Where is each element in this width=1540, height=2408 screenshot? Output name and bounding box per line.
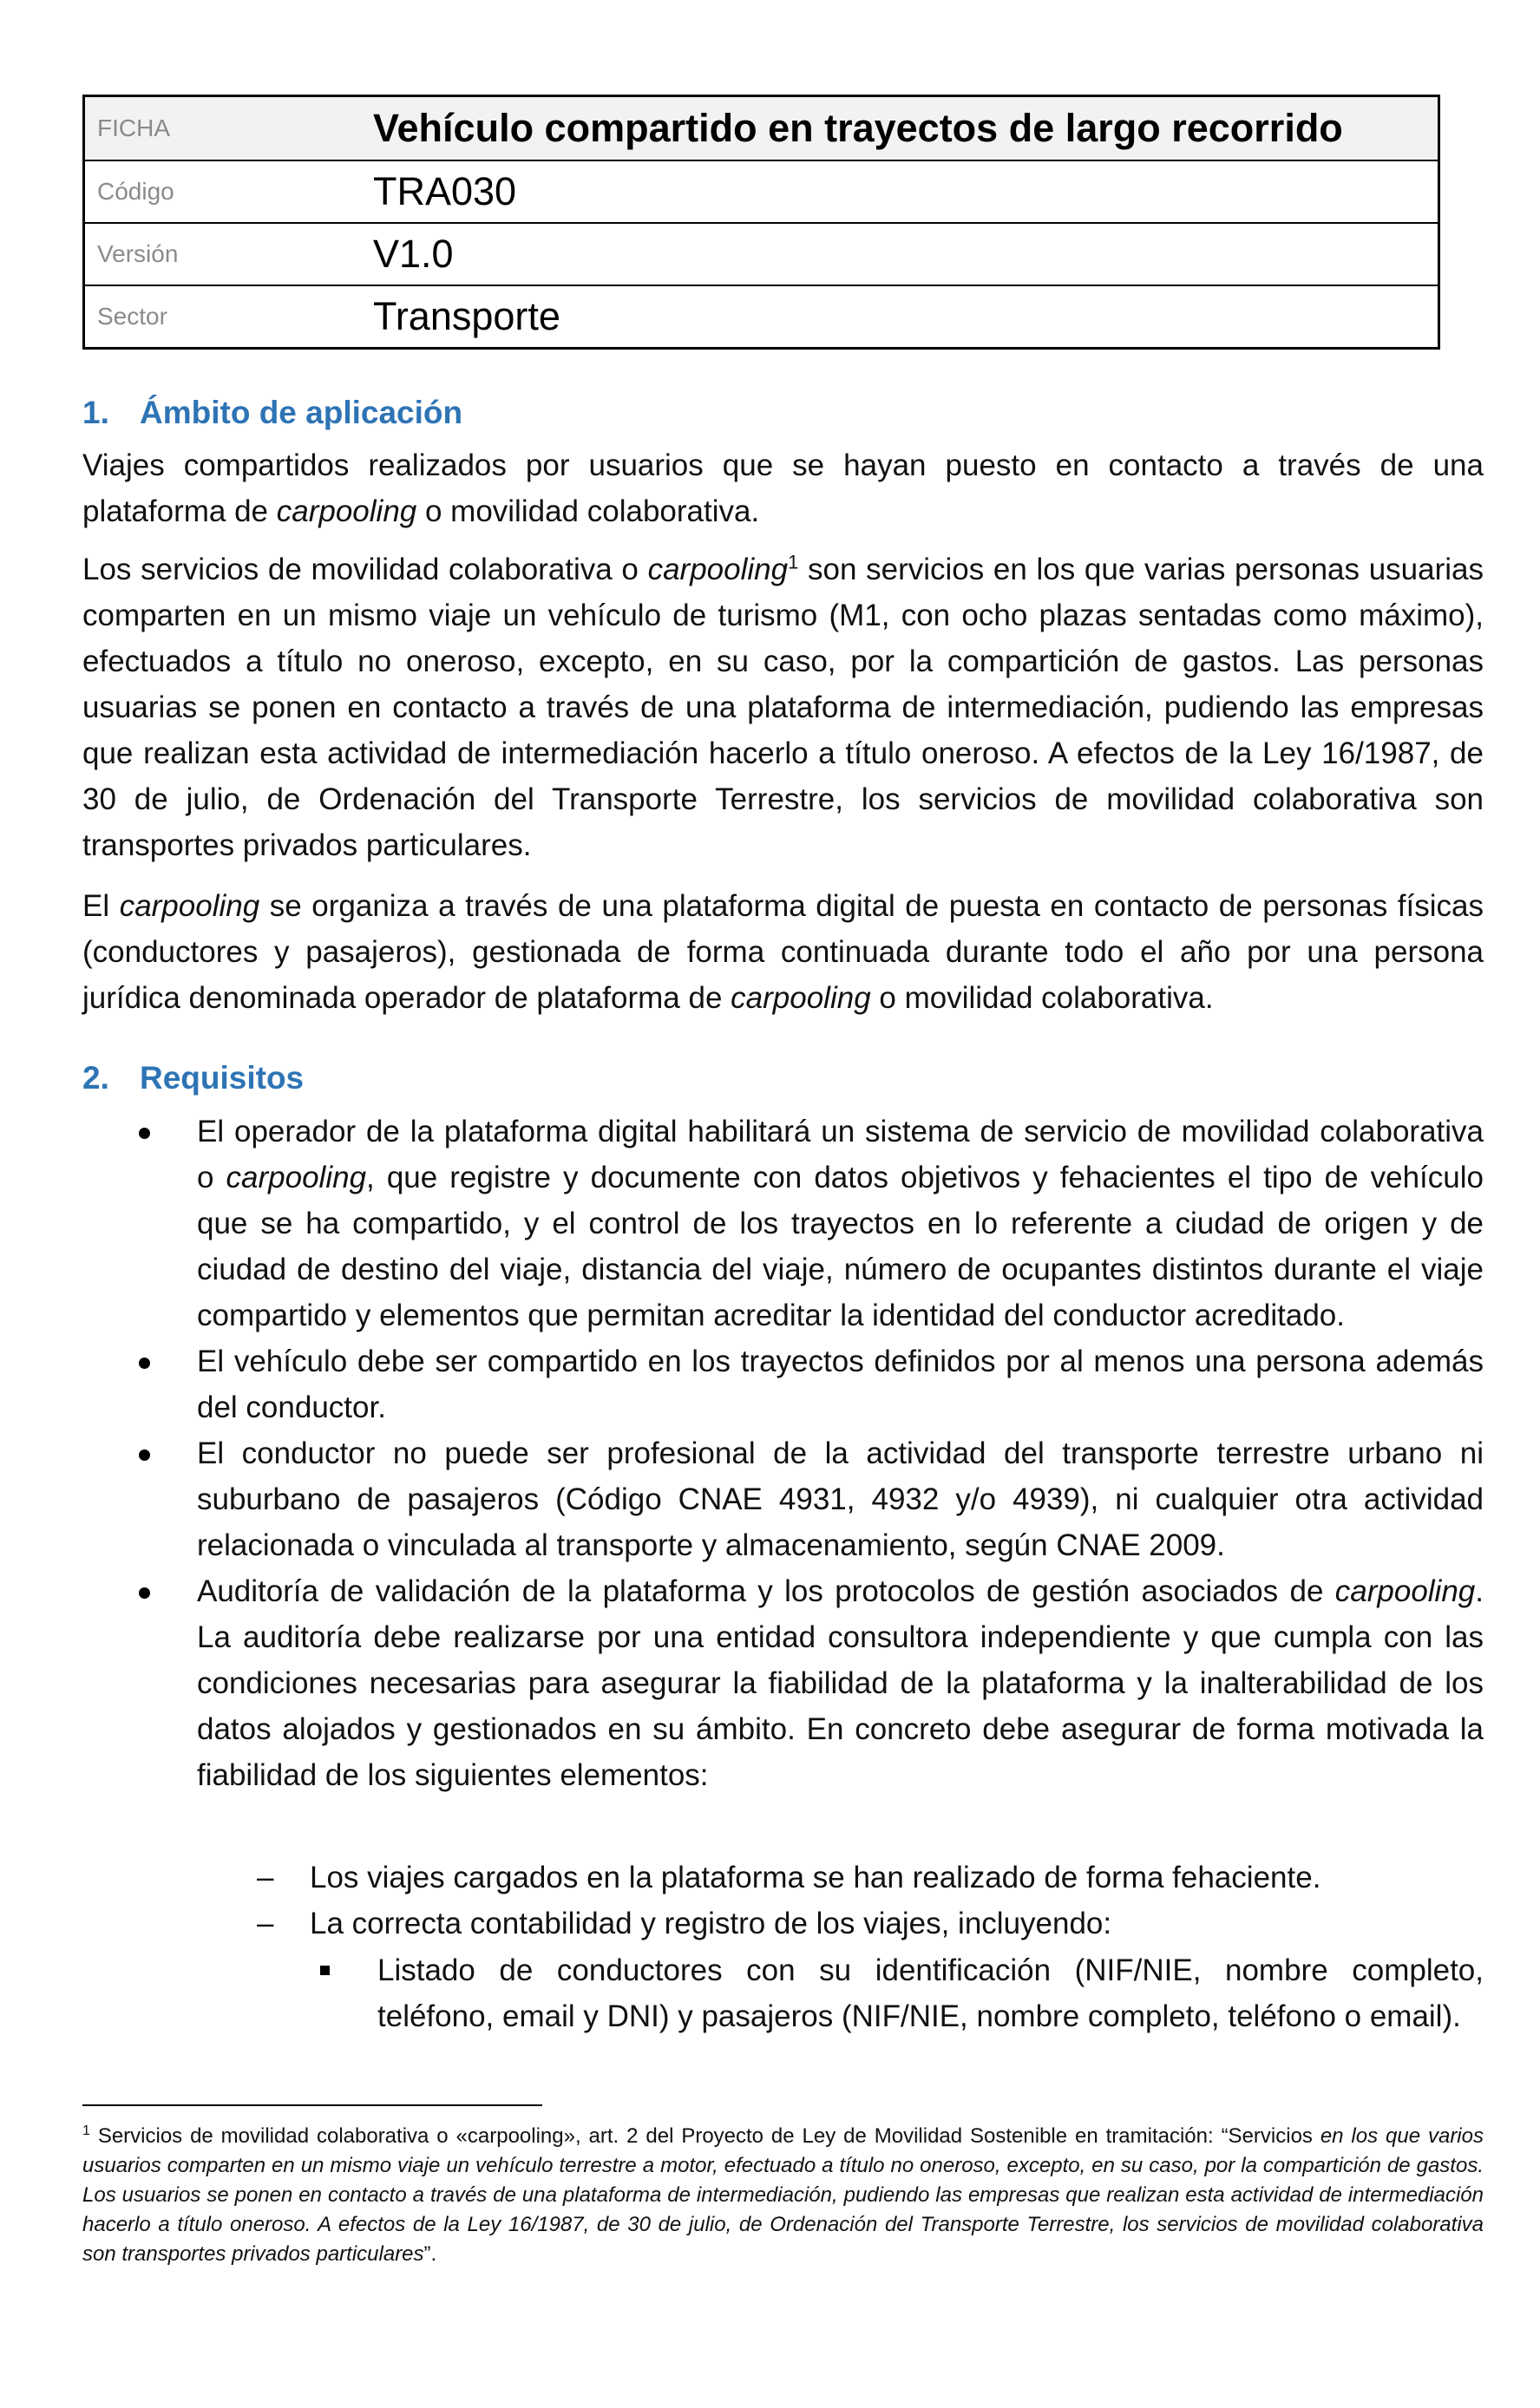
footnote-ref[interactable]: 1 xyxy=(788,551,799,573)
section-1-title: Ámbito de aplicación xyxy=(140,395,463,430)
version-value: V1.0 xyxy=(373,232,454,276)
dash-icon: – xyxy=(257,1907,274,1940)
list-item: El operador de la plataforma digital habilitará un sistema de servicio de movilidad colaborativa o carpooling, que registre y documente con datos objetivos y fehacientes el tipo de vehículo que se ha compartido, y el control de los trayectos en lo referente a ciudad de origen y de ciudad de destino del viaje, distancia del viaje, número de ocupantes distintos durante el viaje compartido y elementos que permitan acreditar la identidad del conductor acreditado. xyxy=(134,1109,1484,1338)
sub-list-item: – Los viajes cargados en la plataforma se han realizado de forma fehaciente. xyxy=(252,1855,1484,1901)
ficha-table xyxy=(82,95,1440,350)
sector-value: Transporte xyxy=(373,294,560,338)
requirements-list xyxy=(134,1109,1484,1798)
code-value: TRA030 xyxy=(373,169,517,213)
bullet-icon xyxy=(139,1358,150,1369)
nested-list-item: Listado de conductores con su identificación (NIF/NIE, nombre completo, teléfono, email y DNI) y pasajeros (NIF/NIE, nombre completo, teléfono o email). xyxy=(318,1947,1484,2039)
list-item: Auditoría de validación de la plataforma y los protocolos de gestión asociados de carpooling. La auditoría debe realizarse por una entidad consultora independiente y que cumpla con las condiciones necesarias para asegurar la fiabilidad de la plataforma y la inalterabilidad de los datos alojados y gestionados en su ámbito. En concreto debe asegurar de forma motivada la fiabilidad de los siguientes elementos: xyxy=(134,1568,1484,1798)
version-label: Versión xyxy=(97,240,179,267)
list-item: El vehículo debe ser compartido en los trayectos definidos por al menos una persona además del conductor. xyxy=(134,1338,1484,1430)
ficha-row-title xyxy=(85,97,1438,160)
nested-list xyxy=(318,1947,1484,2039)
sub-requirements-list xyxy=(252,1855,1484,1947)
square-bullet-icon xyxy=(320,1966,330,1975)
paragraph-2: Los servicios de movilidad colaborativa o carpooling$^1$ son servicios en los que varias personas usuarias comparten en un mismo viaje un vehículo de turismo (M1, con ocho plazas sentadas como máximo), efectuados a título no oneroso, excepto, en su caso, por la compartición de gastos. Las personas usuarias se ponen en contacto a través de una plataforma de intermediación, pudiendo las empresas que realizan esta actividad de intermediación hacerlo a título oneroso. A efectos de la Ley 16/1987, de 30 de julio, de Ordenación del Transporte Terrestre, los servicios de movilidad colaborativa son transportes privados particulares. xyxy=(82,551,1484,862)
bullet-icon xyxy=(139,1449,150,1461)
paragraph-3: El carpooling se organiza a través de una plataforma digital de puesta en contacto de personas físicas (conductores y pasajeros), gestionada de forma continuada durante todo el año por una persona jurídica denominada operador de plataforma de carpooling o movilidad colaborativa. xyxy=(82,889,1484,1015)
footnote-separator xyxy=(82,2104,542,2106)
bullet-icon xyxy=(139,1128,150,1139)
dash-icon: – xyxy=(257,1861,274,1894)
ficha-label: FICHA xyxy=(97,115,170,141)
section-2-heading xyxy=(82,1060,304,1096)
list-item: El conductor no puede ser profesional de la actividad del transporte terrestre urbano ni suburbano de pasajeros (Código CNAE 4931, 4932 y/o 4939), ni cualquier otra actividad relacionada o vinculada al transporte y almacenamiento, según CNAE 2009. xyxy=(134,1430,1484,1568)
bullet-icon xyxy=(139,1587,150,1599)
footnote: $^1$ Servicios de movilidad colaborativa o «carpooling», art. 2 del Proyecto de Ley de Movilidad Sostenible en tramitación: “Servicios en los que varios usuarios comparten en un mismo viaje un vehículo terrestre a motor, efectuado a título no oneroso, excepto, en su caso, por la compartición de gastos. Los usuarios se ponen en contacto a través de una plataforma de intermediación, pudiendo las empresas que realizan esta actividad de intermediación hacerlo a título oneroso. A efectos de la Ley 16/1987, de 30 de julio, de Ordenación del Transporte Terrestre, los servicios de movilidad colaborativa son transportes privados particulares”. xyxy=(82,2123,1484,2266)
ficha-row-sector xyxy=(85,285,1438,347)
sector-label: Sector xyxy=(97,303,167,330)
section-2-title: Requisitos xyxy=(140,1060,305,1096)
ficha-row-code xyxy=(85,160,1438,222)
section-1-heading xyxy=(82,395,462,431)
section-1-number: 1. xyxy=(82,395,109,430)
code-label: Código xyxy=(97,178,174,205)
paragraph-1: Viajes compartidos realizados por usuarios que se hayan puesto en contacto a través de una plataforma de carpooling o movilidad colaborativa. xyxy=(82,448,1484,528)
sub-list-item: – La correcta contabilidad y registro de los viajes, incluyendo: xyxy=(252,1901,1484,1947)
section-2-number: 2. xyxy=(82,1060,109,1096)
ficha-title: Vehículo compartido en trayectos de largo recorrido xyxy=(373,106,1343,150)
ficha-row-version xyxy=(85,222,1438,285)
